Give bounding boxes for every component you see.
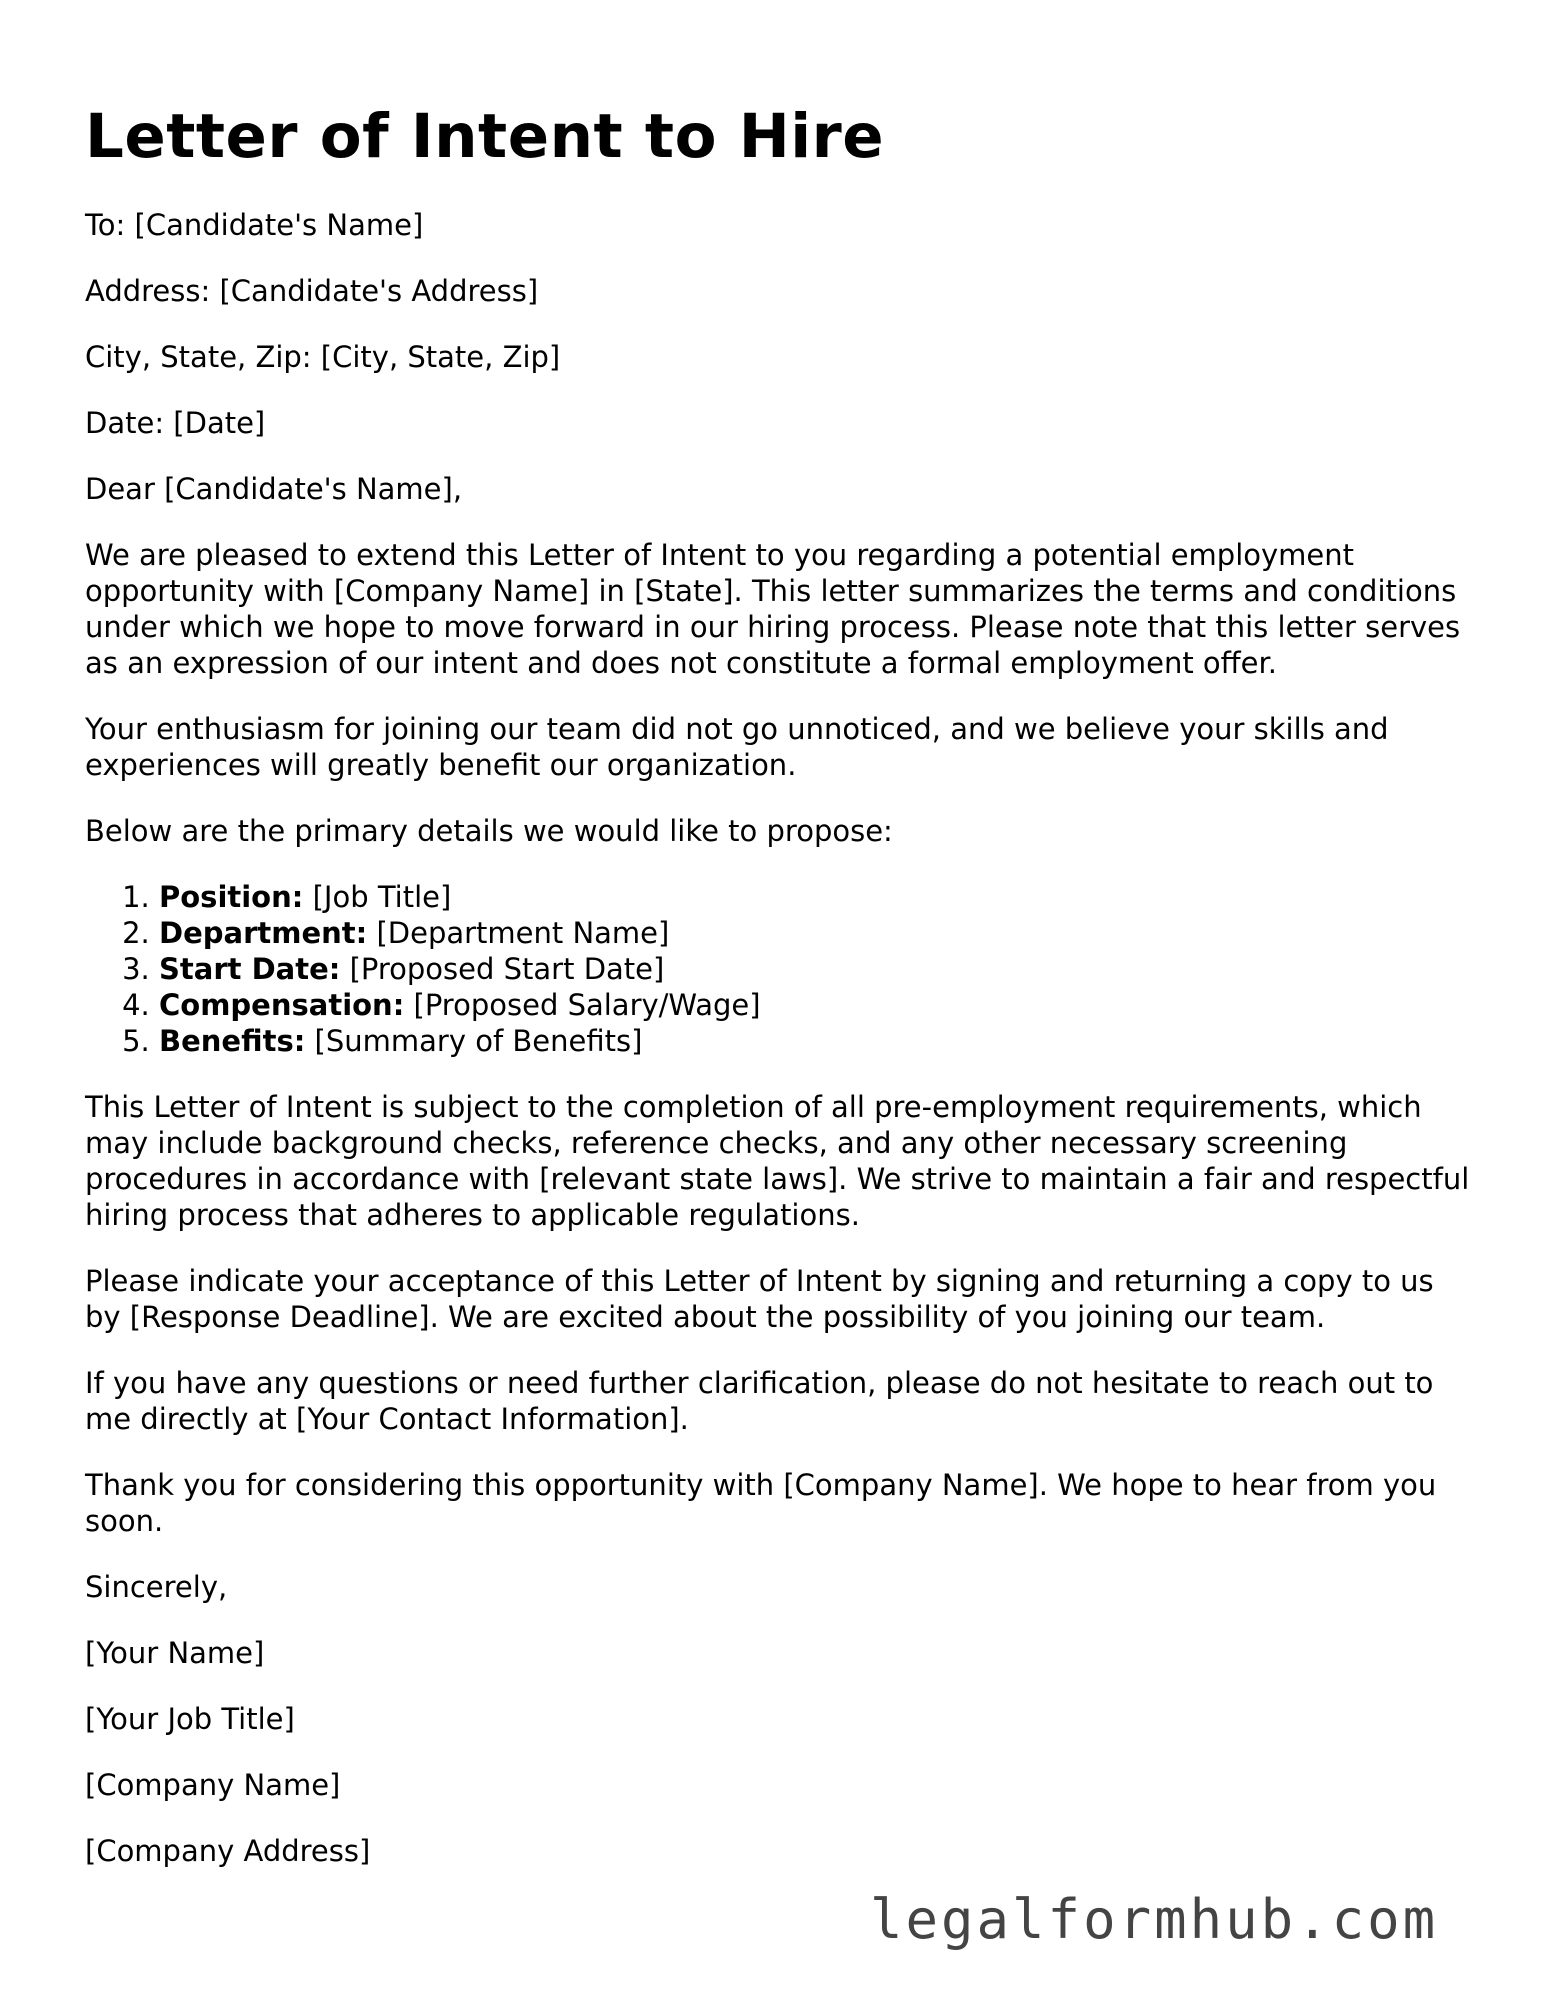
letter-page (85, 100, 1475, 1899)
thanks-paragraph: Thank you for considering this opportunity with [Company Name]. We hope to hear from you soon. (85, 1468, 1437, 1539)
signature-company-address: [Company Address] (85, 1834, 371, 1869)
detail-label: Department: (159, 916, 368, 951)
signature-name: [Your Name] (85, 1636, 265, 1671)
list-item (159, 951, 1475, 987)
site-watermark: legalformhub.com (870, 1888, 1439, 1951)
list-item (159, 1023, 1475, 1059)
recipient-city-line: City, State, Zip: [City, State, Zip] (85, 340, 561, 375)
detail-value: [Summary of Benefits] (314, 1024, 643, 1059)
detail-label: Position: (159, 880, 304, 915)
signature-job-title: [Your Job Title] (85, 1702, 295, 1737)
closing: Sincerely, (85, 1570, 228, 1605)
details-list (85, 879, 1475, 1059)
detail-value: [Proposed Salary/Wage] (413, 988, 761, 1023)
recipient-name-line: To: [Candidate's Name] (85, 208, 424, 243)
detail-label: Benefits: (159, 1024, 306, 1059)
questions-paragraph: If you have any questions or need further clarification, please do not hesitate to reach out to me directly at [Your Contact Information]. (85, 1366, 1434, 1437)
acceptance-paragraph: Please indicate your acceptance of this Letter of Intent by signing and returning a copy to us by [Response Deadline]. We are excited about the possibility of you joining our team. (85, 1264, 1434, 1335)
list-item (159, 915, 1475, 951)
details-lead-paragraph: Below are the primary details we would like to propose: (85, 814, 893, 849)
date-line: Date: [Date] (85, 406, 266, 441)
list-item (159, 879, 1475, 915)
signature-company-name: [Company Name] (85, 1768, 341, 1803)
document-title: Letter of Intent to Hire (85, 101, 885, 172)
requirements-paragraph: This Letter of Intent is subject to the completion of all pre-employment requirements, which may include background checks, reference checks, and any other necessary screening procedures in accordance with [relevant state laws]. We strive to maintain a fair and respectful hiring process that adheres to applicable regulations. (85, 1090, 1470, 1233)
recipient-address-line: Address: [Candidate's Address] (85, 274, 539, 309)
detail-value: [Proposed Start Date] (349, 952, 665, 987)
detail-label: Compensation: (159, 988, 405, 1023)
list-item (159, 987, 1475, 1023)
salutation: Dear [Candidate's Name], (85, 472, 463, 507)
detail-label: Start Date: (159, 952, 341, 987)
detail-value: [Department Name] (376, 916, 670, 951)
intro-paragraph: We are pleased to extend this Letter of Intent to you regarding a potential employment opportunity with [Company Name] in [State]. This letter summarizes the terms and conditions under which we hope to move forward in our hiring process. Please note that this letter serves as an expression of our intent and does not constitute a formal employment offer. (85, 538, 1461, 681)
detail-value: [Job Title] (312, 880, 452, 915)
enthusiasm-paragraph: Your enthusiasm for joining our team did not go unnoticed, and we believe your skills and experiences will greatly benefit our organization. (85, 712, 1389, 783)
